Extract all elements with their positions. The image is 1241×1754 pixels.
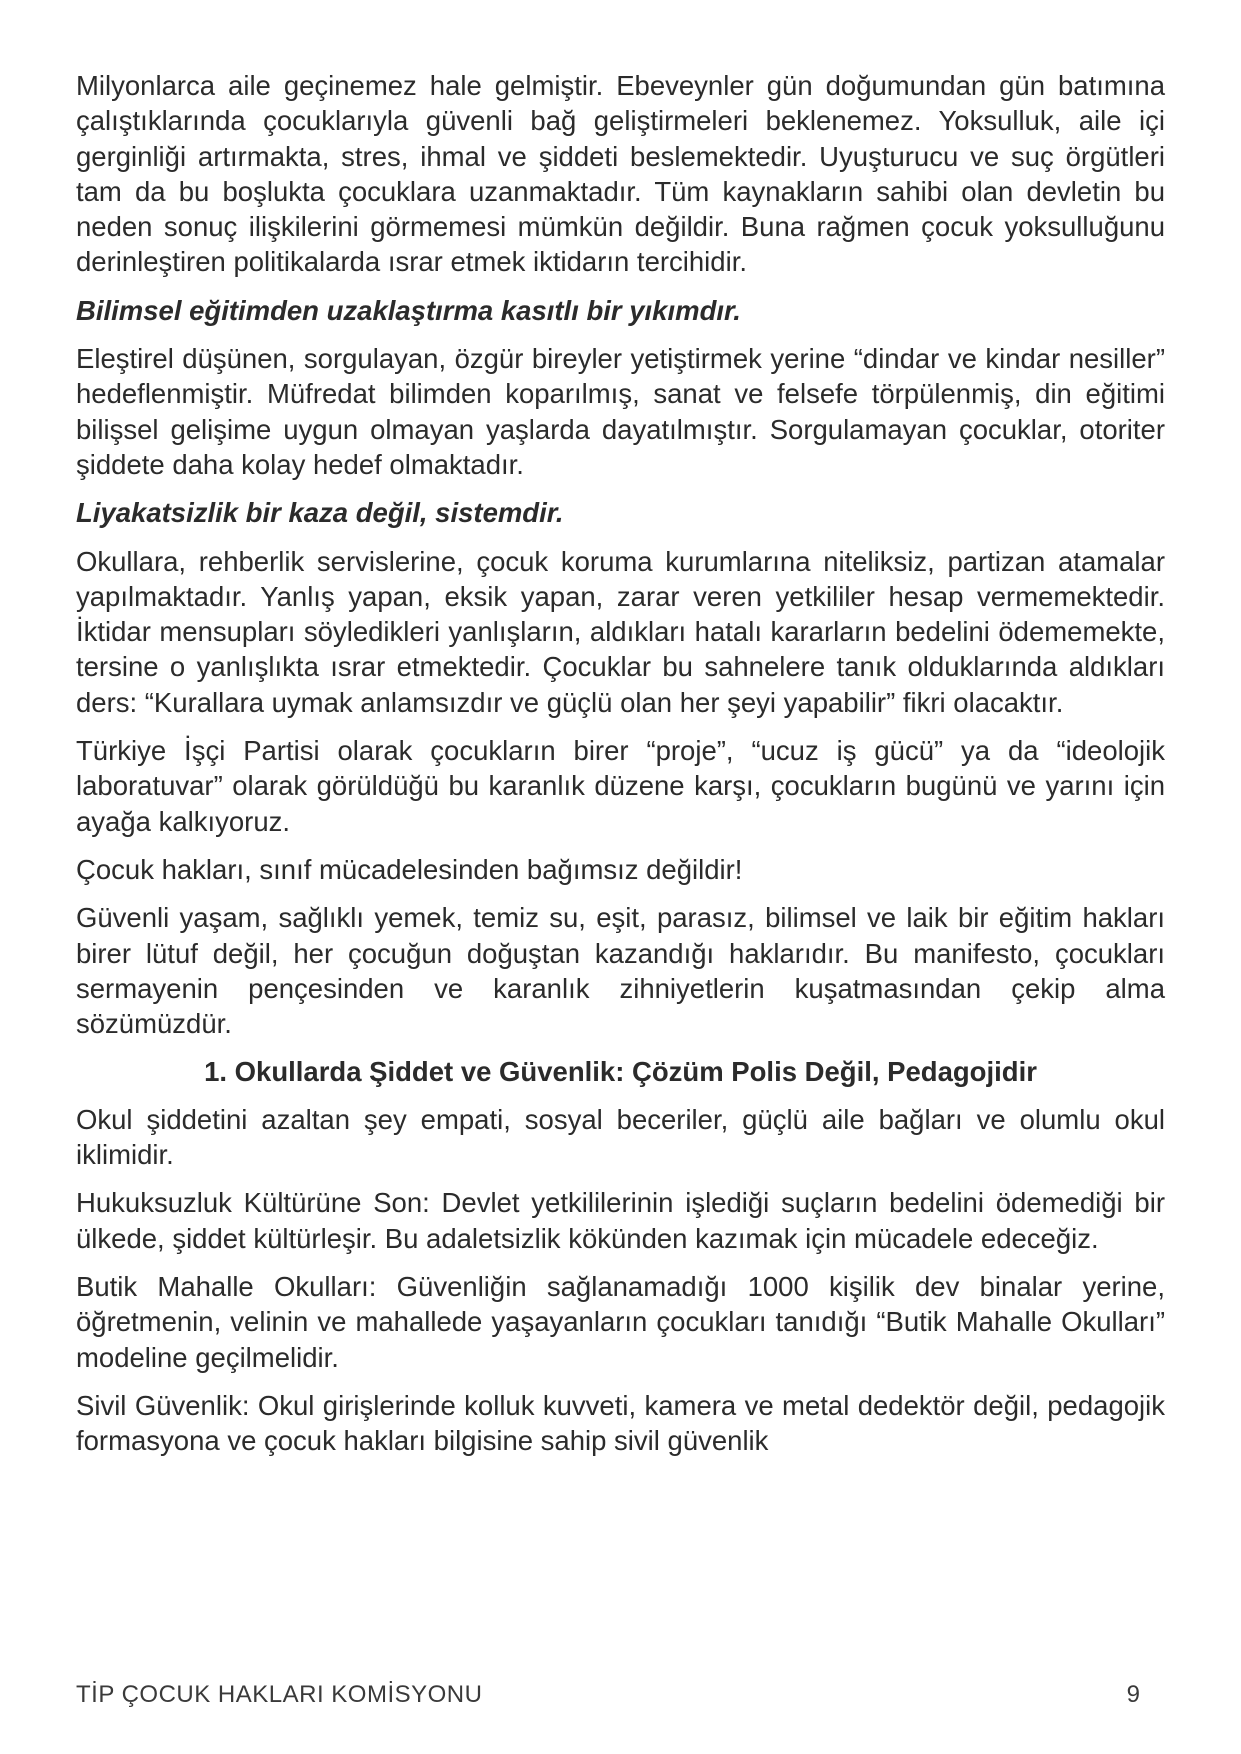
paragraph-civil-security: Sivil Güvenlik: Okul girişlerinde kolluk kuvveti, kamera ve metal dedektör değil, pedagojik formasyona ve çocuk hakları bilgisine sahip sivil güvenlik xyxy=(76,1389,1165,1457)
paragraph-tip-stance: Türkiye İşçi Partisi olarak çocukların birer “proje”, “ucuz iş gücü” ya da “ideolojik laboratuvar” olarak görüldüğü bu karanlık düzene karşı, çocukların bugünü ve yarını için ayağa kalkıyoruz. xyxy=(76,735,1165,837)
paragraph-manifesto: Güvenli yaşam, sağlıklı yemek, temiz su, eşit, parasız, bilimsel ve laik bir eğitim hakları birer lütuf değil, her çocuğun doğuştan kazandığı haklarıdır. Bu manifesto, çocukları sermayenin pençesinden ve karanlık zihniyetlerin kuşatmasından çekip alma sözümüzdür. xyxy=(76,902,1165,1040)
paragraph-child-poverty: Milyonlarca aile geçinemez hale gelmiştir. Ebeveynler gün doğumundan gün batımına çalıştıklarında çocuklarıyla güvenli bağ geliştirmeleri beklenemez. Yoksulluk, aile içi gerginliği artırmakta, stres, ihmal ve şiddeti beslemektedir. Uyuşturucu ve suç örgütleri tam da bu boşlukta çocuklara uzanmaktadır. Tüm kaynakların sahibi olan devletin bu neden sonuç ilişkilerini görmemesi mümkün değildir. Buna rağmen çocuk yoksulluğunu derinleştiren politikalarda ısrar etmek iktidarın tercihidir. xyxy=(76,70,1165,278)
paragraph-empathy: Okul şiddetini azaltan şey empati, sosyal beceriler, güçlü aile bağları ve olumlu okul iklimidir. xyxy=(76,1103,1165,1171)
heading-meritocracy: Liyakatsizlik bir kaza değil, sistemdir. xyxy=(76,497,564,529)
section-title-school-violence: 1. Okullarda Şiddet ve Güvenlik: Çözüm Polis Değil, Pedagojidir xyxy=(204,1056,1037,1088)
paragraph-boutique-schools: Butik Mahalle Okulları: Güvenliğin sağlanamadığı 1000 kişilik dev binalar yerine, öğretmenin, velinin ve mahallede yaşayanların çocukları tanıdığı “Butik Mahalle Okulları” modeline geçilmelidir. xyxy=(76,1270,1165,1373)
paragraph-partisan-appointments: Okullara, rehberlik servislerine, çocuk koruma kurumlarına niteliksiz, partizan atamalar yapılmaktadır. Yanlış yapan, eksik yapan, zarar veren yetkililer hesap vermemektedir. İktidar mensupları söyledikleri yanlışların, aldıkları hatalı kararların bedelini ödememekte, tersine o yanlışlıkta ısrar etmektedir. Çocuklar bu sahnelere tanık olduklarında aldıkları ders: “Kurallara uymak anlamsızdır ve güçlü olan her şeyi yapabilir” fikri olacaktır. xyxy=(76,545,1165,718)
footer-organization: TİP ÇOCUK HAKLARI KOMİSYONU xyxy=(76,1681,483,1708)
page-content xyxy=(76,68,1165,1471)
paragraph-curriculum: Eleştirel düşünen, sorgulayan, özgür bireyler yetiştirmek yerine “dindar ve kindar nesiller” hedeflenmiştir. Müfredat bilimden koparılmış, sanat ve felsefe törpülenmiş, din eğitimi bilişsel gelişime uygun olmayan yaşlarda dayatılmıştır. Sorgulamayan çocuklar, otoriter şiddete daha kolay hedef olmaktadır. xyxy=(76,343,1165,480)
page-number: 9 xyxy=(1126,1681,1140,1708)
paragraph-class-struggle: Çocuk hakları, sınıf mücadelesinden bağımsız değildir! xyxy=(76,853,743,885)
paragraph-lawlessness: Hukuksuzluk Kültürüne Son: Devlet yetkililerinin işlediği suçların bedelini ödemediği bir ülkede, şiddet kültürleşir. Bu adaletsizlik kökünden kazımak için mücadele edeceğiz. xyxy=(76,1187,1165,1254)
heading-scientific-education: Bilimsel eğitimden uzaklaştırma kasıtlı bir yıkımdır. xyxy=(76,294,741,326)
